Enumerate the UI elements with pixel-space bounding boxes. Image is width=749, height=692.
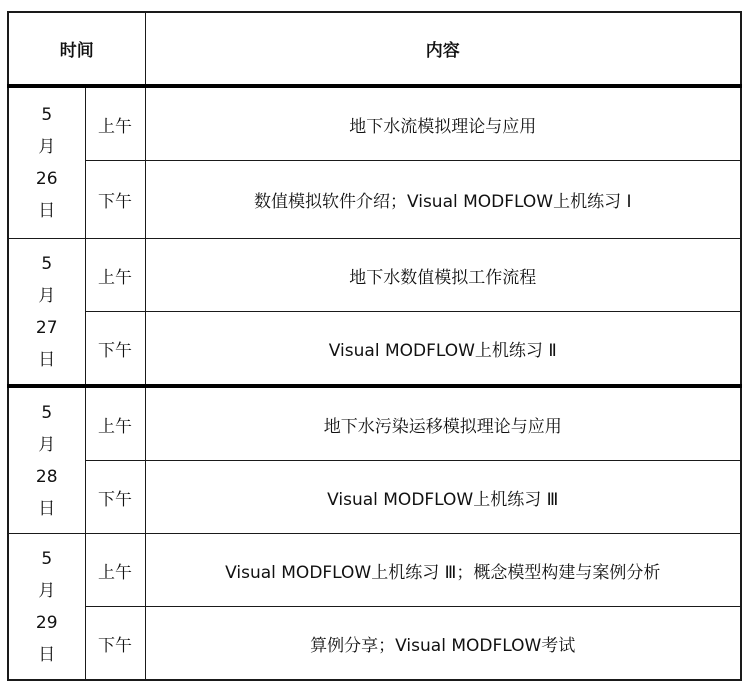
table-row bbox=[8, 386, 741, 461]
period-cell: 下午 bbox=[85, 312, 145, 387]
date-day: 27 bbox=[35, 317, 58, 338]
date-day: 29 bbox=[35, 612, 58, 633]
date-cell bbox=[8, 386, 85, 534]
date-month: 5 bbox=[41, 253, 53, 274]
content-cell: 地下水数值模拟工作流程 bbox=[145, 239, 741, 312]
table-row bbox=[8, 161, 741, 239]
period-cell: 上午 bbox=[85, 239, 145, 312]
date-cell bbox=[8, 86, 85, 239]
content-cell: 地下水污染运移模拟理论与应用 bbox=[145, 386, 741, 461]
date-day-unit: 日 bbox=[38, 349, 56, 370]
content-cell: Visual MODFLOW上机练习 Ⅲ bbox=[145, 461, 741, 534]
table-row bbox=[8, 461, 741, 534]
date-cell bbox=[8, 534, 85, 681]
content-cell: Visual MODFLOW上机练习 Ⅱ bbox=[145, 312, 741, 387]
date-month-unit: 月 bbox=[38, 285, 56, 306]
header-time: 时间 bbox=[8, 12, 145, 86]
date-month: 5 bbox=[41, 105, 53, 125]
table-row bbox=[8, 534, 741, 607]
header-row bbox=[8, 12, 741, 86]
period-cell: 上午 bbox=[85, 86, 145, 161]
table-row bbox=[8, 86, 741, 161]
period-cell: 下午 bbox=[85, 461, 145, 534]
header-content: 内容 bbox=[145, 12, 741, 86]
content-cell: Visual MODFLOW上机练习 Ⅲ；概念模型构建与案例分析 bbox=[145, 534, 741, 607]
period-cell: 下午 bbox=[85, 161, 145, 239]
date-day-unit: 日 bbox=[38, 201, 56, 221]
date-day: 28 bbox=[35, 466, 58, 487]
schedule-table bbox=[7, 11, 742, 681]
date-day-unit: 日 bbox=[38, 498, 56, 519]
content-cell: 地下水流模拟理论与应用 bbox=[145, 86, 741, 161]
table-row bbox=[8, 312, 741, 387]
date-cell bbox=[8, 239, 85, 387]
date-month-unit: 月 bbox=[38, 434, 56, 455]
content-cell: 数值模拟软件介绍；Visual MODFLOW上机练习 Ⅰ bbox=[145, 161, 741, 239]
content-cell: 算例分享；Visual MODFLOW考试 bbox=[145, 607, 741, 681]
table-row bbox=[8, 239, 741, 312]
period-cell: 下午 bbox=[85, 607, 145, 681]
date-month-unit: 月 bbox=[38, 580, 56, 601]
period-cell: 上午 bbox=[85, 386, 145, 461]
table-row bbox=[8, 607, 741, 681]
date-month: 5 bbox=[41, 402, 53, 423]
date-month: 5 bbox=[41, 548, 53, 569]
date-day: 26 bbox=[35, 169, 58, 189]
date-month-unit: 月 bbox=[38, 137, 56, 157]
period-cell: 上午 bbox=[85, 534, 145, 607]
date-day-unit: 日 bbox=[38, 644, 56, 665]
